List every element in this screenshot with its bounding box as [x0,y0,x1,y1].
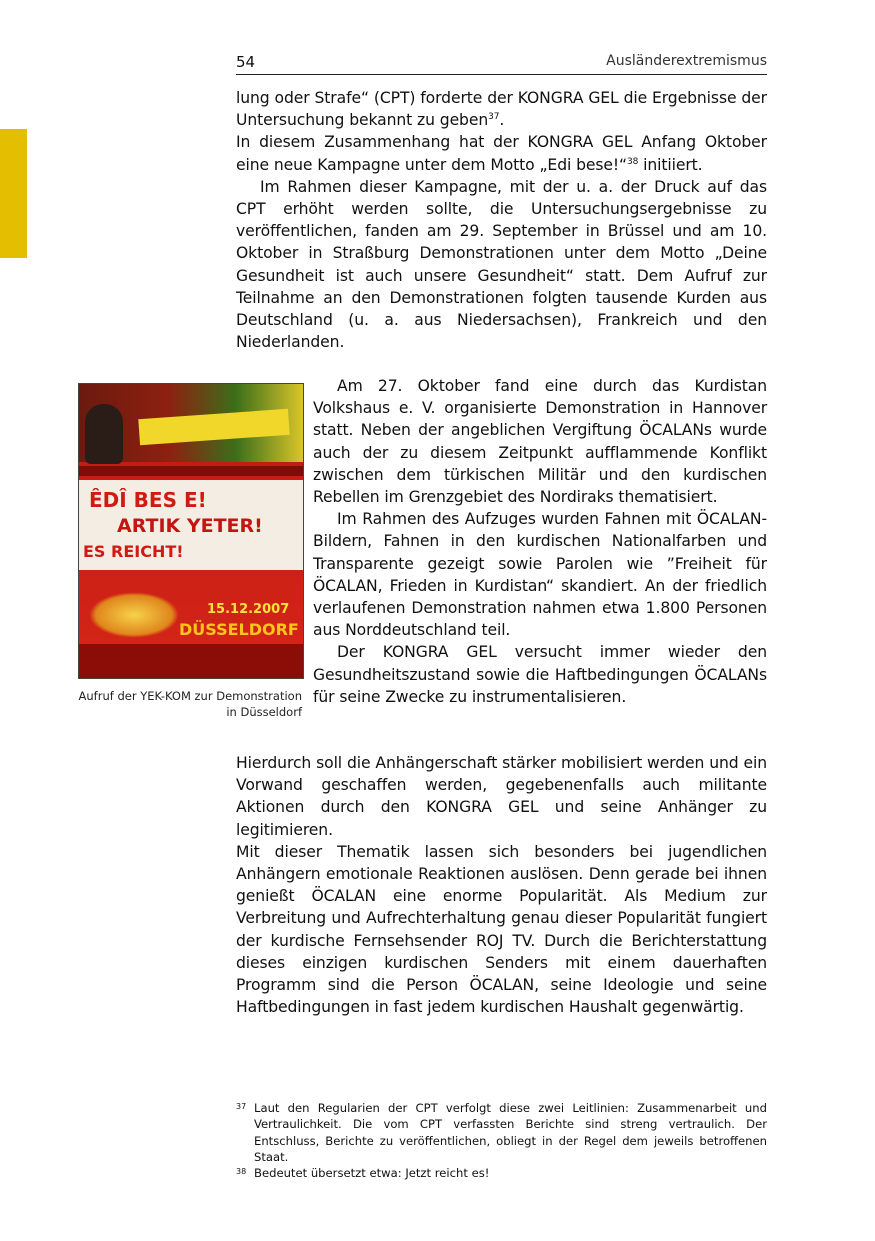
poster-city: DÜSSELDORF [179,620,299,639]
poster-strip [79,466,303,476]
running-title: Ausländerextremismus [606,53,767,69]
poster-headline-turkish: ARTIK YETER! [117,515,263,537]
footnote-number: 38 [236,1167,247,1177]
poster-flame-graphic [89,592,179,638]
text-block-bottom [236,752,767,1018]
demonstration-poster-image [78,383,304,679]
footnote-ref-37[interactable]: 37 [488,112,500,123]
paragraph-4: Am 27. Oktober fand eine durch das Kurdistan Volkshaus e. V. organisierte Demonstration in Hannover statt. Neben der angeblichen Vergiftung ÖCALANs wurde auch der zu diesem Zeitpunkt aufflammende Konflikt zwischen dem türkischen Militär und den kurdischen Rebellen im Grenzgebiet des Nordiraks thematisiert. [313,377,767,507]
paragraph-8: Mit dieser Thematik lassen sich besonders bei jugendlichen Anhängern emotionale Reaktionen auslösen. Denn gerade bei ihnen genießt ÖCALAN eine enorme Popularität. Als Medium zur Verbreitung und Aufrechterhaltung genau dieser Popularität fungiert der kurdische Fernsehsender ROJ TV. Durch die Berichterstattung dieses einzigen kurdischen Senders mit einem dauerhaften Programm sind die Person ÖCALAN, seine Ideologie und seine Haftbedingungen in fast jedem kurdischen Haushalt gegenwärtig. [236,842,767,1017]
poster-portrait [85,404,123,464]
paragraph-2: In diesem Zusammenhang hat der KONGRA GEL Anfang Oktober eine neue Kampagne unter dem Motto „Edi bese!“$^{38}$ initiiert. [236,133,767,174]
chapter-tab-marker [0,129,27,258]
paragraph-1: lung oder Strafe“ (CPT) forderte der KONGRA GEL die Ergebnisse der Untersuchung bekannt zu geben$^{37}$. [236,89,767,130]
footnote-ref-38[interactable]: 38 [627,156,639,167]
paragraph-3: Im Rahmen dieser Kampagne, mit der u. a. der Druck auf das CPT erhöht werden sollte, die Untersuchungsergebnisse zu veröffentlichen, fanden am 29. September in Brüssel und am 10. Oktober in Straßburg Demonstrationen unter dem Motto „Deine Gesundheit ist auch unsere Gesundheit“ statt. Dem Aufruf zur Teilnahme an den Demonstrationen folgten tausende Kurden aus Deutschland (u. a. aus Niedersachsen), Frankreich und den Niederlanden. [236,177,767,352]
poster-date: 15.12.2007 [207,602,290,617]
footnote-37 [236,1100,767,1165]
paragraph-6: Der KONGRA GEL versucht immer wieder den Gesundheitszustand sowie die Haftbedingungen ÖCALANs für seine Zwecke zu instrumentalisieren. [313,643,767,706]
poster-footer-band [79,644,303,678]
figure-caption: Aufruf der YEK-KOM zur Demonstration in Düsseldorf [78,689,302,719]
page-header [236,52,767,75]
footnote-38 [236,1165,767,1181]
text-block-beside-figure [313,375,767,708]
paragraph-5: Im Rahmen des Aufzuges wurden Fahnen mit ÖCALAN-Bildern, Fahnen in den kurdischen Nationalfarben und Transparente gezeigt sowie Parolen wie ”Freiheit für ÖCALAN, Frieden in Kurdistan“ skandiert. An der friedlich verlaufenen Demonstration nahmen etwa 1.800 Personen aus Norddeutschland teil. [313,510,767,640]
footnote-text: Bedeutet übersetzt etwa: Jetzt reicht es! [254,1166,490,1181]
footnote-text: Laut den Regularien der CPT verfolgt diese zwei Leitlinien: Zusammenarbeit und Vertraulichkeit. Die vom CPT verfassten Berichte sind streng vertraulich. Der Entschluss, Berichte zu veröffentlichen, obliegt in der Regel dem jeweils betroffenen Staat. [254,1101,767,1164]
poster-headline-german: ES REICHT! [83,542,184,561]
paragraph-7: Hierdurch soll die Anhängerschaft stärker mobilisiert werden und ein Vorwand geschaffen werden, gegebenenfalls auch militante Aktionen durch den KONGRA GEL und seine Anhänger zu legitimieren. [236,754,767,839]
page-number: 54 [236,53,256,71]
text-block-top [236,87,767,353]
poster-headline-kurdish: ÊDÎ BES E! [89,488,207,512]
footnote-number: 37 [236,1102,247,1111]
footnotes [236,1100,767,1181]
